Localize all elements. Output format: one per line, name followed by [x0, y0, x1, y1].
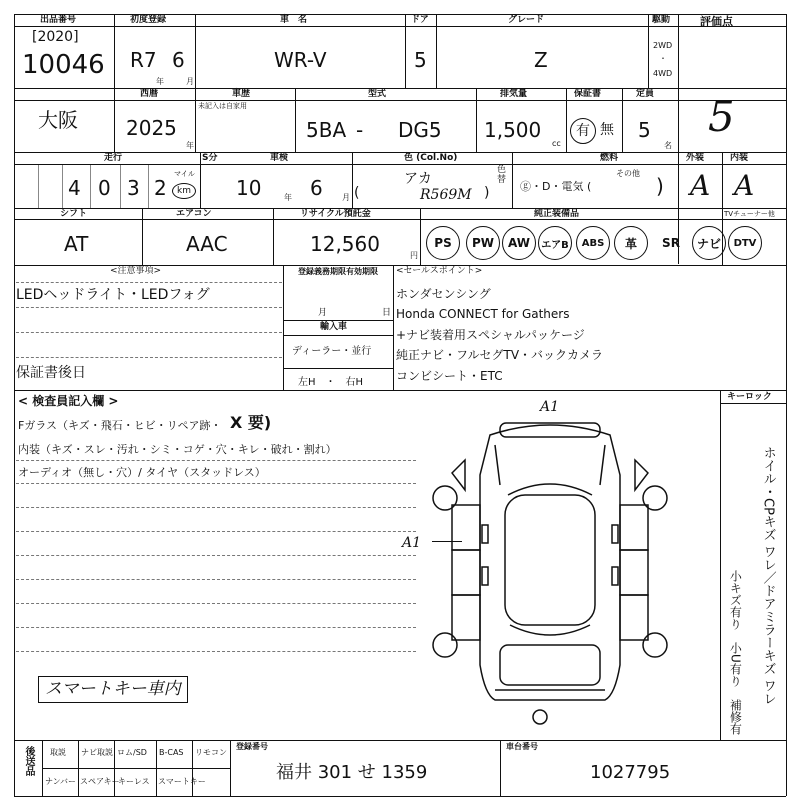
label-chassis-number: 車台番号 [506, 742, 538, 751]
equipment-item: エアB [538, 226, 572, 260]
label-inspector: < 検査員記入欄 > [18, 394, 119, 408]
glass-condition: Fガラス（キズ・飛石・ヒビ・リペア跡・ [18, 419, 222, 432]
warranty-no: 無 [600, 122, 614, 138]
color-paren-close: ) [484, 185, 490, 201]
rule [14, 208, 786, 209]
equipment-item: PS [426, 226, 460, 260]
rule [436, 14, 437, 88]
digit-divider [148, 164, 149, 208]
label-s-meter: S分 [202, 153, 218, 163]
sales-point: ホンダセンシング [396, 287, 491, 301]
reg-day-label: 日 [382, 308, 392, 318]
model-year-box: [2020] [32, 29, 79, 45]
displacement: 1,500 [484, 118, 542, 142]
kouhin-item: B-CAS [159, 748, 184, 757]
model-code: DG5 [398, 118, 442, 142]
equipment-item: DTV [728, 226, 762, 260]
label-doors: ドア [411, 15, 429, 25]
recycle-fee: 12,560 [310, 232, 380, 256]
first-reg-month: 6 [172, 48, 185, 72]
label-shift: シフト [60, 209, 88, 219]
inspector-guide [16, 555, 416, 556]
damage-legend: ホイル・CPキズ ワレ／ドアミラーキズ ワレ [760, 446, 776, 706]
fuel-other: その他 [616, 169, 640, 178]
color-name: アカ [404, 171, 432, 187]
warranty-yes: 有 [570, 118, 596, 144]
label-rating: 評価点 [700, 15, 733, 28]
kouhin-item: キーレス [118, 777, 150, 786]
mileage-digit: 4 [68, 176, 81, 200]
kouhin-item: リモコン [195, 748, 227, 757]
year: 2025 [126, 116, 177, 140]
unit-year: 年 [156, 77, 164, 86]
model-dash: - [356, 118, 364, 142]
rule [142, 208, 143, 265]
equipment-item: AW [502, 226, 536, 260]
inspector-guide [16, 460, 416, 461]
unit-month-2: 月 [342, 193, 350, 202]
glass-mark: X 要) [230, 413, 272, 432]
fuel-paren-close: ) [656, 174, 664, 198]
kouhin-item: ナンバー [45, 777, 77, 786]
color-code: R569M [420, 187, 472, 203]
equipment-item: 革 [614, 226, 648, 260]
inspector-guide [16, 507, 416, 508]
equipment-item: PW [466, 226, 500, 260]
inspector-guide [16, 483, 416, 484]
rule [14, 164, 786, 165]
digit-divider [62, 164, 63, 208]
door-count: 5 [414, 48, 427, 72]
reg-month-label: 月 [318, 308, 328, 318]
label-reg-number: 登録番号 [236, 742, 268, 751]
rule [230, 740, 231, 796]
unit-month: 月 [186, 77, 194, 86]
rule [786, 14, 787, 796]
rule [195, 14, 196, 152]
label-capacity: 定員 [636, 89, 655, 99]
rule [500, 740, 501, 796]
damage-legend-sub: 小キズ有り 小U有り 補修有 [728, 570, 743, 735]
sales-point: コンビシート・ETC [396, 369, 503, 383]
note-line-2: 保証書後日 [16, 365, 86, 381]
shaken-month: 6 [310, 176, 323, 200]
label-lot-no: 出品番号 [40, 15, 77, 25]
color-paren-open: ( [354, 185, 360, 201]
inspector-guide [16, 579, 416, 580]
label-aircon: エアコン [176, 209, 212, 219]
smart-key-note: スマートキー車内 [38, 676, 188, 703]
rule [678, 14, 679, 88]
note-guide [16, 332, 282, 333]
digit-divider [38, 164, 39, 208]
equipment-item: SR [662, 236, 680, 250]
sales-point: 純正ナビ・フルセグTV・バックカメラ [396, 348, 604, 362]
label-seireki: 西暦 [140, 89, 159, 99]
overall-rating: 5 [708, 92, 735, 141]
rule [720, 390, 721, 740]
history-note: 未記入は自家用 [198, 102, 247, 110]
label-interior: 内装 [730, 153, 749, 163]
unit-cc: cc [552, 139, 561, 148]
car-diagram [420, 395, 680, 735]
kouhin-item: 取説 [50, 748, 66, 757]
label-grade: グレード [508, 15, 545, 25]
exterior-grade: A [690, 169, 711, 202]
label-kouhin: 後送品 [23, 746, 34, 776]
label-notes: <注意事項> [110, 266, 162, 276]
shaken-year: 10 [236, 176, 262, 200]
first-reg-era: R7 [130, 48, 157, 72]
color-change-label: 色替 [497, 165, 507, 185]
label-sales-points: <セールスポイント> [396, 266, 483, 276]
rule [283, 368, 393, 369]
shift: AT [64, 232, 89, 256]
label-first-registration: 初度登録 [130, 15, 167, 25]
digit-divider [90, 164, 91, 208]
rule [720, 403, 786, 404]
model-prefix: 5BA [306, 118, 347, 142]
label-displacement: 排気量 [500, 89, 528, 99]
capacity: 5 [638, 118, 651, 142]
mileage-digit: 3 [127, 176, 140, 200]
diagram-mark-leader [432, 541, 462, 542]
rule [405, 14, 406, 88]
digit-divider [120, 164, 121, 208]
label-import: 輸入車 [320, 322, 348, 332]
unit-year-3: 年 [284, 193, 292, 202]
rule [200, 152, 201, 208]
unit-mile: マイル [174, 170, 195, 178]
rule [566, 88, 567, 152]
rule [14, 152, 786, 153]
rule [14, 88, 786, 89]
label-exterior: 外装 [686, 153, 705, 163]
kouhin-item: スペアキー [80, 777, 120, 786]
rule [114, 14, 115, 152]
label-reg-deadline: 登録義務期限有効期限 [298, 267, 378, 276]
audio-tire: オーディオ（無し・穴）/ タイヤ（スタッドレス） [18, 466, 266, 479]
rule [476, 88, 477, 152]
location: 大阪 [38, 108, 78, 132]
chassis-number: 1027795 [590, 762, 671, 783]
inspector-guide [16, 651, 416, 652]
unit-year-2: 年 [186, 141, 194, 150]
rule [283, 320, 393, 321]
rule [14, 14, 15, 796]
label-shaken: 車検 [270, 153, 289, 163]
label-key-lock: キーロック [727, 392, 772, 402]
kouhin-item: スマートキー [158, 777, 206, 786]
interior-condition: 内装（キズ・スレ・汚れ・シミ・コゲ・穴・キレ・破れ・割れ） [18, 443, 337, 456]
unit-km: km [172, 183, 196, 199]
rule [622, 88, 623, 152]
label-equipment: 純正装備品 [534, 209, 580, 219]
rule [393, 265, 394, 390]
label-mileage: 走行 [104, 153, 123, 163]
unit-yen: 円 [410, 251, 418, 260]
kouhin-item: ナビ取説 [81, 748, 113, 757]
handle-side: 左H ・ 右H [298, 377, 364, 388]
diagram-mark-left: A1 [402, 535, 422, 551]
kouhin-item: ロム/SD [117, 748, 147, 757]
rule [295, 88, 296, 152]
note-guide [16, 307, 282, 308]
note-line-1: LEDヘッドライト・LEDフォグ [16, 287, 210, 303]
rule [42, 768, 230, 769]
rule [14, 740, 786, 741]
label-model: 型式 [368, 89, 387, 99]
label-color: 色 (Col.No) [404, 153, 458, 163]
rule [273, 208, 274, 265]
sales-point: Honda CONNECT for Gathers [396, 307, 570, 321]
grade: Z [534, 48, 548, 72]
registration-number: 福井 301 せ 1359 [276, 762, 428, 783]
rule [14, 26, 786, 27]
sales-point: +ナビ装着用スペシャルパッケージ [396, 328, 585, 342]
dealer-parallel: ディーラー・並行 [292, 346, 372, 357]
fuel-type: ⓖ・D・電気 ( [520, 180, 592, 193]
label-fuel: 燃料 [600, 153, 619, 163]
label-recycle: リサイクル預託金 [300, 209, 371, 219]
note-guide [16, 282, 282, 283]
rule [14, 219, 786, 220]
label-history: 車歴 [232, 89, 251, 99]
rule [14, 796, 786, 797]
rule [283, 265, 284, 390]
equipment-item: ABS [576, 226, 610, 260]
drive-4wd: 4WD [653, 69, 673, 78]
label-drive: 駆動 [652, 15, 671, 25]
rule [512, 152, 513, 208]
inspector-guide [16, 531, 416, 532]
aircon: AAC [186, 232, 228, 256]
rule [14, 100, 786, 101]
drive-separator: ・ [659, 54, 667, 63]
equipment-item: ナビ [692, 226, 726, 260]
interior-grade: A [734, 169, 755, 202]
note-guide [16, 357, 282, 358]
lot-number: 10046 [22, 50, 105, 80]
inspector-guide [16, 627, 416, 628]
mileage-digit: 0 [98, 176, 111, 200]
inspector-guide [16, 603, 416, 604]
car-name: WR-V [274, 48, 327, 72]
rule [352, 152, 353, 208]
drive-2wd: 2WD [653, 41, 673, 50]
label-warranty: 保証書 [574, 89, 602, 99]
rule [14, 390, 786, 391]
rule [420, 208, 421, 265]
rule [283, 335, 393, 336]
mileage-digit: 2 [154, 176, 167, 200]
rule [648, 14, 649, 88]
label-tv-tuner: TVチューナー他 [724, 210, 775, 218]
unit-people: 名 [664, 141, 672, 150]
label-car-name: 車 名 [280, 15, 308, 25]
diagram-mark-top: A1 [540, 399, 560, 415]
rule [722, 152, 723, 208]
